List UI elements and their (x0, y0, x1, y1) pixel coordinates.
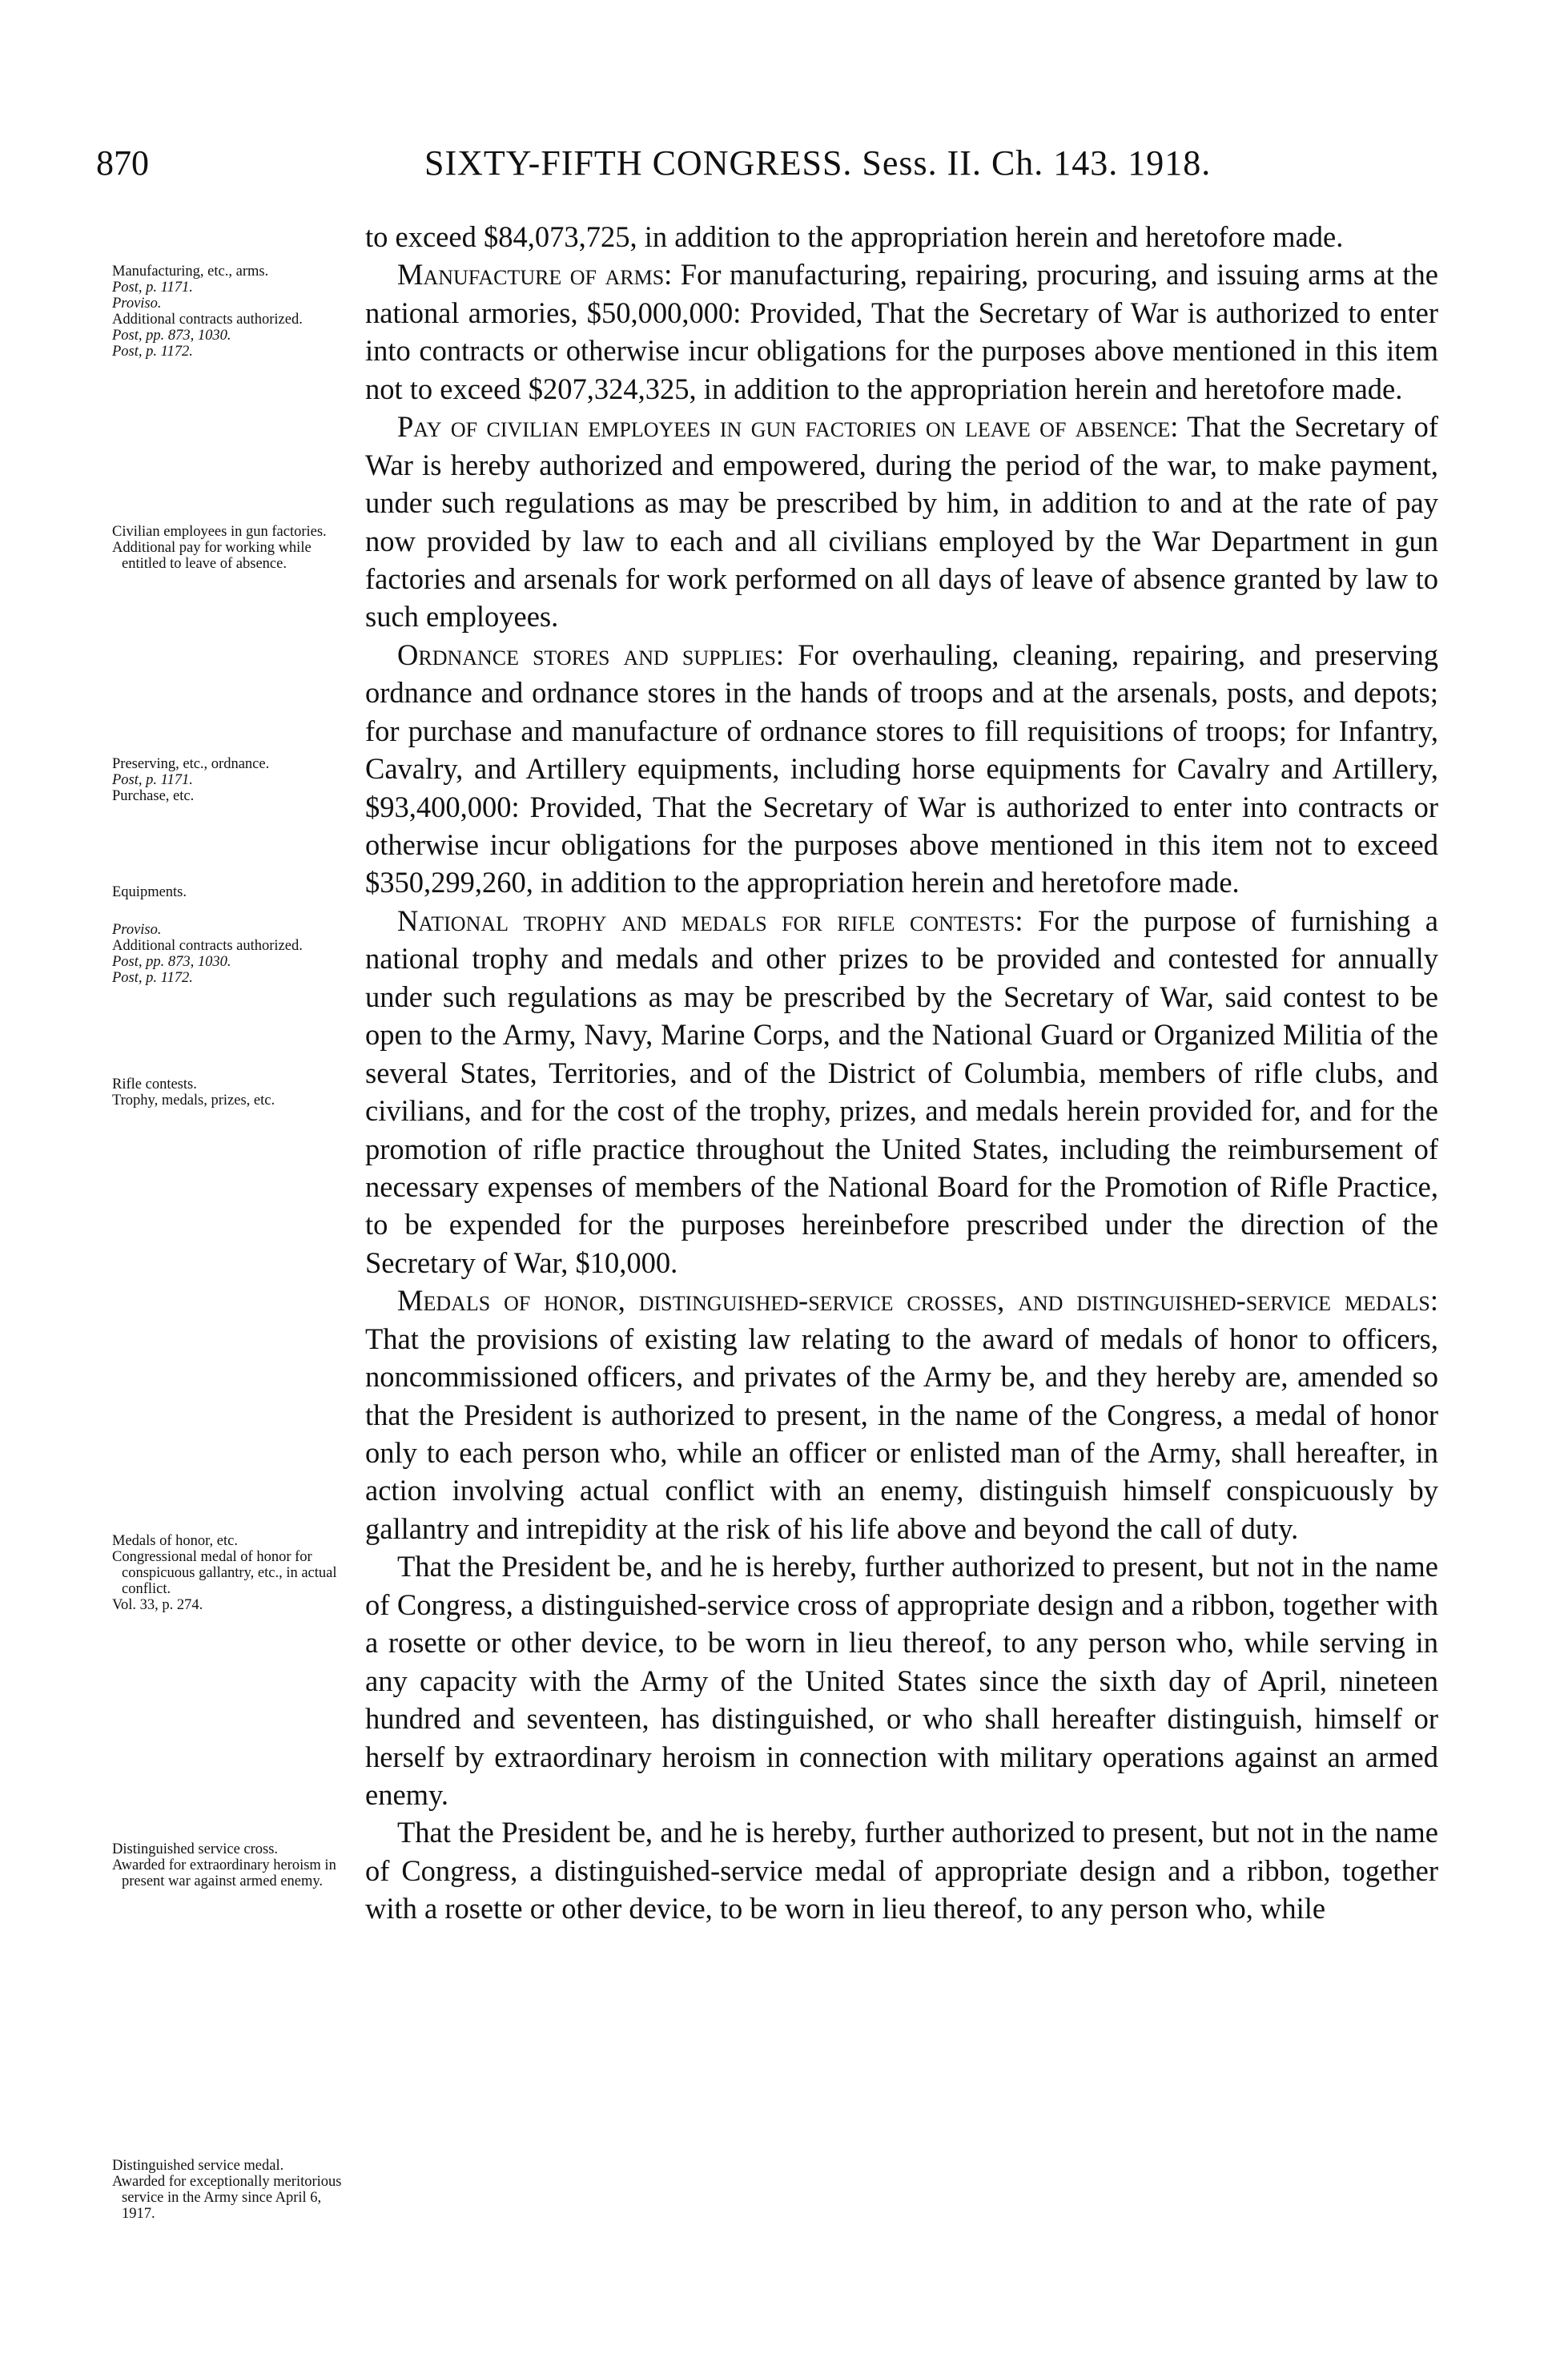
margin-line: Awarded for extraordinary heroism in present war against armed enemy. (112, 1857, 336, 1889)
margin-note-equipments (112, 885, 356, 901)
margin-line: Manufacturing, etc., arms. (112, 264, 269, 280)
paragraph (365, 902, 1438, 1282)
paragraph-heading: Manufacture of arms (397, 258, 665, 292)
margin-line: Medals of honor, etc. (112, 1533, 238, 1549)
body-text (365, 218, 1438, 1928)
paragraph-text: That the President be, and he is hereby, further authorized to present, but not in the name of Congress, a distinguished-service medal of appropriate design and a ribbon, together with a rosette or other device, to be worn in lieu thereof, to any person who, while (365, 1816, 1438, 1925)
margin-line: Post, pp. 873, 1030. (112, 327, 231, 344)
margin-line: Post, p. 1171. (112, 771, 193, 788)
paragraph-text: : That the Secretary of War is hereby authorized and empowered, during the period of the war, to make payment, under such regulations as may be prescribed by him, in addition to and at the rate of pay now provided by law to each and all civilians employed by the War Department in gun factories and arsenals for work performed on all days of leave of absence granted by law to such employees. (365, 410, 1439, 634)
margin-note-proviso (112, 923, 356, 987)
paragraph (365, 256, 1438, 408)
margin-line: Additional contracts authorized. (112, 311, 303, 328)
paragraph-heading: Ordnance stores and supplies (397, 638, 776, 671)
paragraph (365, 636, 1438, 902)
margin-line: Vol. 33, p. 274. (112, 1596, 203, 1613)
margin-note-ordnance (112, 757, 356, 805)
paragraph-text: : For overhauling, cleaning, repairing, and preserving ordnance and ordnance stores in the hands of troops and at the arsenals, posts, and depots; for purchase and manufacture of ordnance stores to fill requisitions of troops; for Infantry, Cavalry, and Artillery equipments, including horse equipments for Cavalry and Artillery, $93,400,000: Provided, That the Secretary of War is authorized to enter into contracts or otherwise incur obligations for the purposes above mentioned in this item not to exceed $350,299,260, in addition to the appropriation herein and heretofore made. (365, 638, 1438, 899)
margin-line: Post, p. 1171. (112, 279, 193, 296)
margin-note-medals-of-honor (112, 1534, 356, 1614)
margin-line: Post, pp. 873, 1030. (112, 953, 231, 970)
paragraph-heading: National trophy and medals for rifle contests (397, 903, 1015, 937)
paragraph (365, 1547, 1438, 1813)
margin-line: Post, p. 1172. (112, 969, 193, 986)
page-header (0, 143, 1568, 191)
margin-note-manufacturing (112, 264, 356, 360)
margin-note-rifle-contests (112, 1077, 356, 1109)
paragraph (365, 1813, 1438, 1927)
paragraph-text: : For the purpose of furnishing a national trophy and medals and other prizes to be provided and contested for annually under such regulations as may be prescribed by the Secretary of War, said contest to be open to the Army, Navy, Marine Corps, and the National Guard or Organized Militia of the several States, Territories, and of the District of Columbia, members of rifle clubs, and civilians, and for the cost of the trophy, prizes, and medals herein provided for, and for the promotion of rifle practice throughout the United States, including the reimbursement of necessary expenses of members of the National Board for the Promotion of Rifle Practice, to be expended for the purposes hereinbefore prescribed under the direction of the Secretary of War, $10,000. (365, 903, 1438, 1279)
paragraph-heading: Pay of civilian employees in gun factories on leave of absence (397, 410, 1171, 444)
margin-line: Equipments. (112, 884, 187, 900)
paragraph-text: : That the provisions of existing law relating to the award of medals of honor to officers, noncommissioned officers, and privates of the Army be, and they hereby are, amended so that the President is authorized to present, in the name of the Congress, a medal of honor only to each person who, while an officer or enlisted man of the Army, shall hereafter, in action involving actual conflict with an enemy, distinguish himself conspicuously by gallantry and intrepidity at the risk of his life above and beyond the call of duty. (365, 1284, 1438, 1545)
paragraph (365, 218, 1438, 256)
margin-note-civilian-employees (112, 525, 356, 573)
paragraph-text: : For manufacturing, repairing, procuring, and issuing arms at the national armories, $50,000,000: Provided, That the Secretary of War is authorized to enter into contracts or otherwise incur obligations for the purposes above mentioned in this item not to exceed $207,324,325, in addition to the appropriation herein and heretofore made. (365, 258, 1438, 405)
margin-line: Rifle contests. (112, 1076, 197, 1092)
margin-line: Purchase, etc. (112, 787, 195, 804)
margin-line: Additional contracts authorized. (112, 937, 303, 954)
margin-line: Preserving, etc., ordnance. (112, 756, 270, 772)
margin-line: Proviso. (112, 922, 162, 938)
margin-line: Proviso. (112, 295, 162, 312)
paragraph-heading: Medals of honor, distinguished-service crosses, and distinguished-service medals (397, 1284, 1430, 1318)
paragraph-text: to exceed $84,073,725, in addition to the appropriation herein and heretofore made. (365, 220, 1344, 253)
page-number: 870 (96, 143, 149, 183)
margin-line: Distinguished service medal. (112, 2158, 284, 2174)
margin-line: Distinguished service cross. (112, 1841, 279, 1857)
margin-line: Congressional medal of honor for conspicuous gallantry, etc., in actual conflict. (112, 1548, 337, 1597)
margin-line: Awarded for exceptionally meritorious service in the Army since April 6, 1917. (112, 2173, 342, 2222)
paragraph (365, 1282, 1438, 1547)
margin-line: Additional pay for working while entitled to leave of absence. (112, 539, 312, 572)
margin-note-dsm (112, 2159, 356, 2223)
paragraph (365, 408, 1438, 636)
margin-line: Trophy, medals, prizes, etc. (112, 1092, 275, 1109)
margin-note-dsc (112, 1842, 356, 1890)
running-head: SIXTY-FIFTH CONGRESS. Sess. II. Ch. 143. 1918. (424, 143, 1212, 183)
margin-line: Civilian employees in gun factories. (112, 524, 327, 540)
margin-line: Post, p. 1172. (112, 343, 193, 360)
paragraph-text: That the President be, and he is hereby, further authorized to present, but not in the name of Congress, a distinguished-service cross of appropriate design and a ribbon, together with a rosette or other device, to be worn in lieu thereof, to any person who, while serving in any capacity with the Army of the United States since the sixth day of April, nineteen hundred and seventeen, has distinguished, or who shall hereafter distinguish, himself or herself by extraordinary heroism in connection with military operations against an armed enemy. (365, 1550, 1438, 1811)
